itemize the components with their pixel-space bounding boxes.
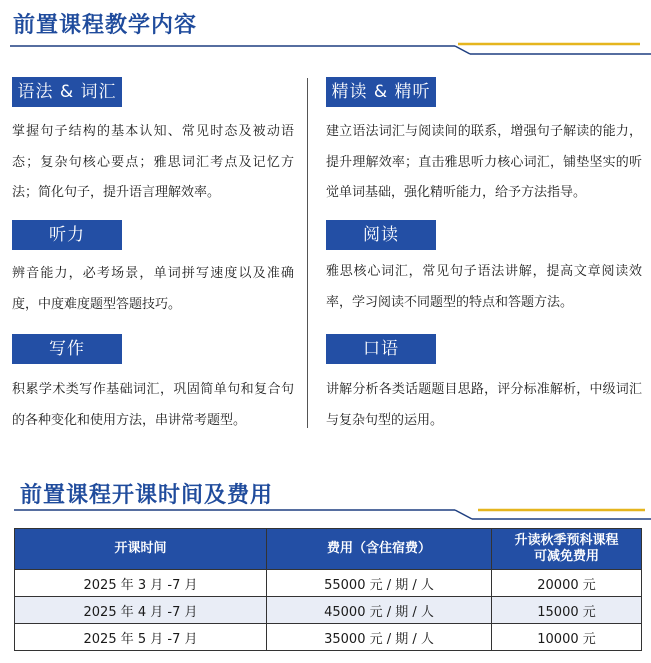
badge-grammar-vocab: 语法 & 词汇 xyxy=(12,77,122,107)
badge-intensive-reading-listening: 精读 & 精听 xyxy=(326,77,436,107)
title-underline-2 xyxy=(0,504,651,526)
column-divider xyxy=(307,78,308,428)
table-row xyxy=(15,624,642,651)
badge-writing: 写作 xyxy=(12,334,122,364)
header-deduction: 升读秋季预科课程 可减免费用 xyxy=(492,529,642,570)
header-start-time: 开课时间 xyxy=(15,529,267,570)
table-header-row xyxy=(15,529,642,570)
cell-fee: 35000 元 / 期 / 人 xyxy=(267,624,492,651)
table-row xyxy=(15,570,642,597)
cell-start-time: 2025 年 4 月 -7 月 xyxy=(15,597,267,624)
cell-fee: 55000 元 / 期 / 人 xyxy=(267,570,492,597)
grammar-vocab-text: 掌握句子结构的基本认知、常见时态及被动语态；复杂句核心要点；雅思词汇考点及记忆方法；简化句子，提升语言理解效率。 xyxy=(12,124,294,200)
badge-reading: 阅读 xyxy=(326,220,436,250)
cell-deduction: 10000 元 xyxy=(492,624,642,651)
section-title-teaching-content: 前置课程教学内容 xyxy=(13,13,198,38)
writing-text: 积累学术类写作基础词汇，巩固简单句和复合句的各种变化和使用方法，串讲常考题型。 xyxy=(12,382,294,428)
speaking-text: 讲解分析各类话题题目思路，评分标准解析，中级词汇与复杂句型的运用。 xyxy=(326,382,642,428)
intensive-reading-listening-text: 建立语法词汇与阅读间的联系，增强句子解读的能力，提升理解效率；直击雅思听力核心词汇，铺垫坚实的听觉单词基础，强化精听能力，给予方法指导。 xyxy=(326,124,642,200)
fees-table xyxy=(14,528,642,651)
cell-fee: 45000 元 / 期 / 人 xyxy=(267,597,492,624)
table-row xyxy=(15,597,642,624)
section-title-schedule-fees: 前置课程开课时间及费用 xyxy=(20,483,274,508)
cell-deduction: 20000 元 xyxy=(492,570,642,597)
cell-start-time: 2025 年 5 月 -7 月 xyxy=(15,624,267,651)
badge-speaking: 口语 xyxy=(326,334,436,364)
listening-text: 辨音能力，必考场景，单词拼写速度以及准确度，中度难度题型答题技巧。 xyxy=(12,266,294,312)
header-fee: 费用（含住宿费） xyxy=(267,529,492,570)
reading-text: 雅思核心词汇，常见句子语法讲解，提高文章阅读效率，学习阅读不同题型的特点和答题方法。 xyxy=(326,264,642,310)
cell-start-time: 2025 年 3 月 -7 月 xyxy=(15,570,267,597)
badge-listening: 听力 xyxy=(12,220,122,250)
title-underline-1 xyxy=(0,38,651,58)
cell-deduction: 15000 元 xyxy=(492,597,642,624)
